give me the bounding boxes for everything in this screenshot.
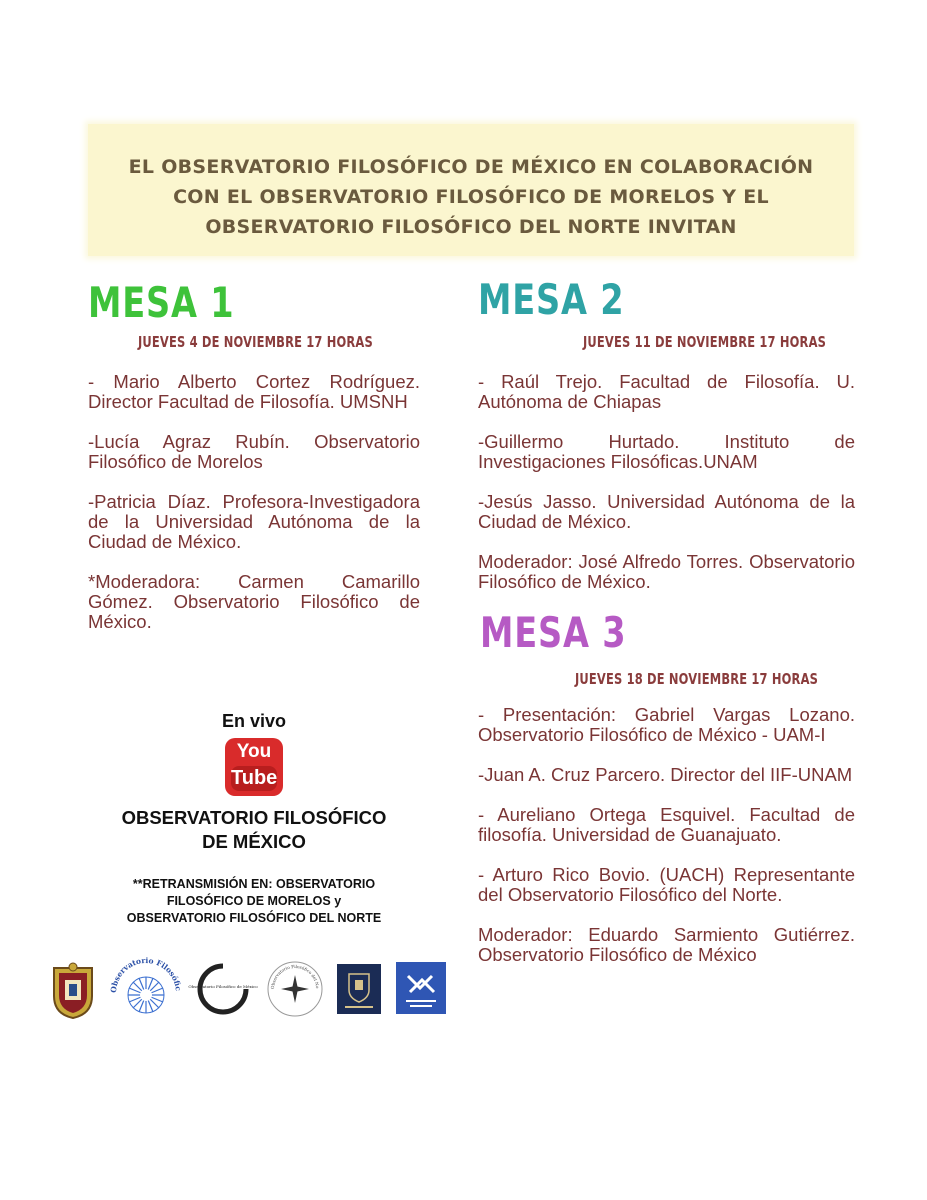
youtube-icon-text-bottom: Tube xyxy=(231,767,278,789)
youtube-icon[interactable] xyxy=(225,738,283,796)
institute-logo xyxy=(396,962,446,1019)
institution-shield-logo xyxy=(337,964,381,1019)
channel-name-line-2: DE MÉXICO xyxy=(202,831,306,852)
list-item: - Mario Alberto Cortez Rodríguez. Director Facultad de Filosofía. UMSNH xyxy=(88,371,420,412)
list-item: - Arturo Rico Bovio. (UACH) Representante del Observatorio Filosófico del Norte. xyxy=(478,864,855,905)
list-item: Moderador: José Alfredo Torres. Observatorio Filosófico de México. xyxy=(478,551,855,592)
mesa-2-date: JUEVES 11 DE NOVIEMBRE 17 HORAS xyxy=(583,333,827,351)
header-banner xyxy=(88,124,854,256)
mesa-3-date: JUEVES 18 DE NOVIEMBRE 17 HORAS xyxy=(575,670,819,688)
list-item: - Raúl Trejo. Facultad de Filosofía. U. Autónoma de Chiapas xyxy=(478,371,855,412)
list-item: *Moderadora: Carmen Camarillo Gómez. Observatorio Filosófico de México. xyxy=(88,571,420,632)
mesa-1-date: JUEVES 4 DE NOVIEMBRE 17 HORAS xyxy=(138,333,373,351)
youtube-icon-text-top: You xyxy=(236,741,272,762)
list-item: -Patricia Díaz. Profesora-Investigadora de la Universidad Autónoma de la Ciudad de México. xyxy=(88,491,420,552)
channel-name-line-1: OBSERVATORIO FILOSÓFICO xyxy=(121,807,387,828)
live-label: En vivo xyxy=(221,711,287,731)
mesa-2-title: MESA 2 xyxy=(478,275,625,324)
observatorio-norte-logo-text: Observatorio Filosófico del No xyxy=(269,963,321,990)
retransmission-line-3: OBSERVATORIO FILOSÓFICO DEL NORTE xyxy=(126,911,382,925)
retransmission-line-1: **RETRANSMISIÓN EN: OBSERVATORIO xyxy=(132,877,376,891)
observatorio-mexico-logo-text: Observatorio Filosófico de México xyxy=(188,984,258,989)
retransmission-note xyxy=(88,876,420,927)
university-seal-logo xyxy=(50,962,96,1025)
mesa-3-title: MESA 3 xyxy=(480,608,627,657)
list-item: -Guillermo Hurtado. Instituto de Investigaciones Filosóficas.UNAM xyxy=(478,431,855,472)
observatorio-norte-logo xyxy=(266,960,324,1023)
observatorio-morelos-logo-text: Observatorio Filosófico xyxy=(108,957,183,994)
channel-name xyxy=(88,806,420,854)
observatorio-mexico-logo xyxy=(188,962,258,1021)
observatorio-morelos-logo xyxy=(108,957,184,1030)
list-item: -Juan A. Cruz Parcero. Director del IIF-UNAM xyxy=(478,764,853,785)
mesa-1-list xyxy=(88,372,420,652)
list-item: -Lucía Agraz Rubín. Observatorio Filosófico de Morelos xyxy=(88,431,420,472)
mesa-3-list xyxy=(478,705,855,985)
list-item: - Presentación: Gabriel Vargas Lozano. Observatorio Filosófico de México - UAM-I xyxy=(478,704,855,745)
list-item: - Aureliano Ortega Esquivel. Facultad de filosofía. Universidad de Guanajuato. xyxy=(478,804,855,845)
list-item: -Jesús Jasso. Universidad Autónoma de la Ciudad de México. xyxy=(478,491,855,532)
list-item: Moderador: Eduardo Sarmiento Gutiérrez. Observatorio Filosófico de México xyxy=(478,924,855,965)
retransmission-line-2: FILOSÓFICO DE MORELOS y xyxy=(166,894,342,908)
mesa-2-list xyxy=(478,372,855,612)
mesa-1-title: MESA 1 xyxy=(88,278,235,327)
header-text: EL OBSERVATORIO FILOSÓFICO DE MÉXICO EN COLABORACIÓN CON EL OBSERVATORIO FILOSÓFICO DE MORELOS Y EL OBSERVATORIO FILOSÓFICO DEL NORTE INVITAN xyxy=(128,156,814,238)
